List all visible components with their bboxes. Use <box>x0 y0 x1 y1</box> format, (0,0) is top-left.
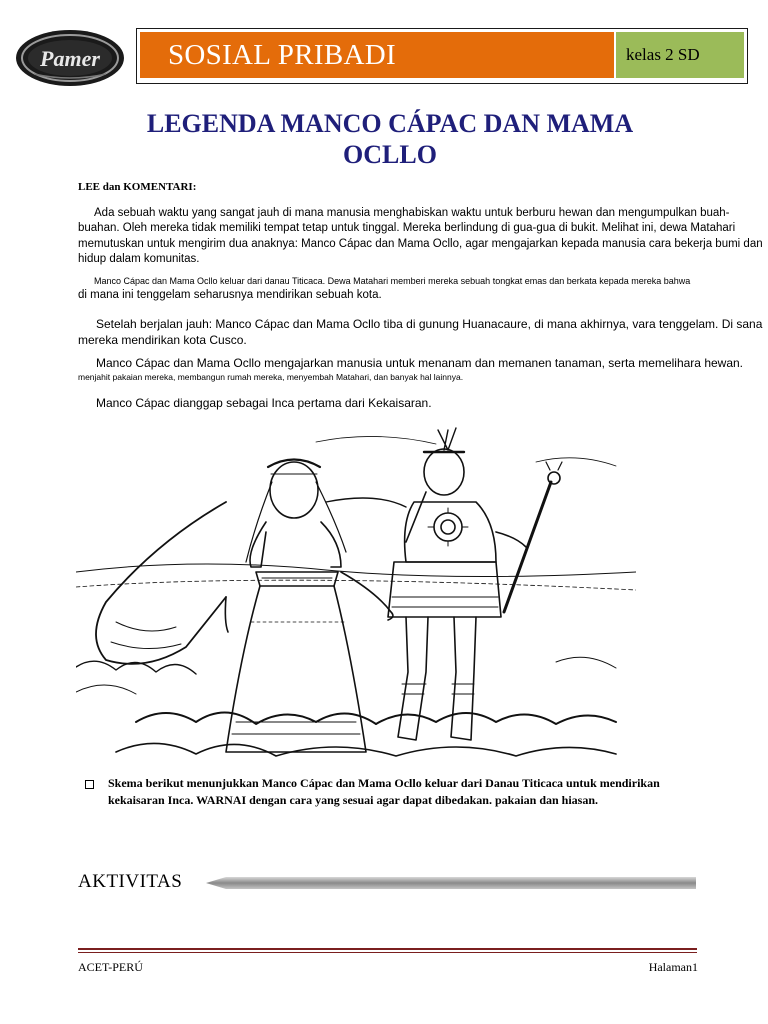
coloring-illustration <box>76 422 636 774</box>
logo-text: Pamer <box>40 46 100 71</box>
footer-rule-thin <box>78 952 697 953</box>
footer-rule <box>78 948 697 950</box>
paragraph-3: Setelah berjalan jauh: Manco Cápac dan Mama Ocllo tiba di gunung Huanacaure, di mana akhirnya, vara tenggelam. Di sana mereka mendirikan kota Cusco. <box>78 317 763 347</box>
bullet-square-icon <box>85 780 94 789</box>
paragraph-1: Ada sebuah waktu yang sangat jauh di mana manusia menghabiskan waktu untuk berburu hewan dan mengumpulkan buah-buahan. Oleh mereka tidak memiliki tempat tetap untuk tinggal. Mereka berlindung di gua-gua di bukit. Melihat ini, dewa Matahari memutuskan untuk mengirim dua anaknya: Manco Cápac dan Mama Ocllo, agar mengajarkan kepada manusia cara bekerja bumi dan hidup dalam komunitas. <box>78 207 763 265</box>
subject-title: SOSIAL PRIBADI <box>168 39 396 71</box>
pamer-logo <box>14 26 126 90</box>
grade-banner <box>616 32 744 78</box>
activity-divider <box>206 873 696 893</box>
document-title <box>80 108 700 170</box>
title-line-1: LEGENDA MANCO CÁPAC DAN MAMA <box>146 109 634 138</box>
paragraph-2-line-1: Manco Cápac dan Mama Ocllo keluar dari danau Titicaca. Dewa Matahari memberi mereka sebuah tongkat emas dan berkata kepada mereka bahwa <box>94 276 691 286</box>
title-line-2: OCLLO <box>343 140 437 169</box>
activity-heading: AKTIVITAS <box>78 871 183 892</box>
section-label: LEE dan KOMENTARI: <box>78 181 197 193</box>
header-banner <box>136 28 748 84</box>
footer-page-number: Halaman1 <box>648 960 698 974</box>
paragraph-5: Manco Cápac dianggap sebagai Inca pertama dari Kekaisaran. <box>96 396 432 410</box>
paragraph-4-line-1: Manco Cápac dan Mama Ocllo mengajarkan manusia untuk menanam dan memanen tanaman, serta memelihara hewan. <box>96 356 744 370</box>
paragraph-2-line-2: di mana ini tenggelam seharusnya mendirikan sebuah kota. <box>78 289 382 301</box>
coloring-instruction: Skema berikut menunjukkan Manco Cápac dan Mama Ocllo keluar dari Danau Titicaca untuk mendirikan kekaisaran Inca. WARNAI dengan cara yang sesuai agar dapat dibedakan. pakaian dan hiasan. <box>108 776 660 807</box>
subject-banner <box>140 32 614 78</box>
paragraph-4-line-2: menjahit pakaian mereka, membangun rumah mereka, menyembah Matahari, dan banyak hal lainnya. <box>78 372 464 382</box>
grade-label: kelas 2 SD <box>626 45 700 64</box>
footer-organization: ACET-PERÚ <box>78 960 143 974</box>
